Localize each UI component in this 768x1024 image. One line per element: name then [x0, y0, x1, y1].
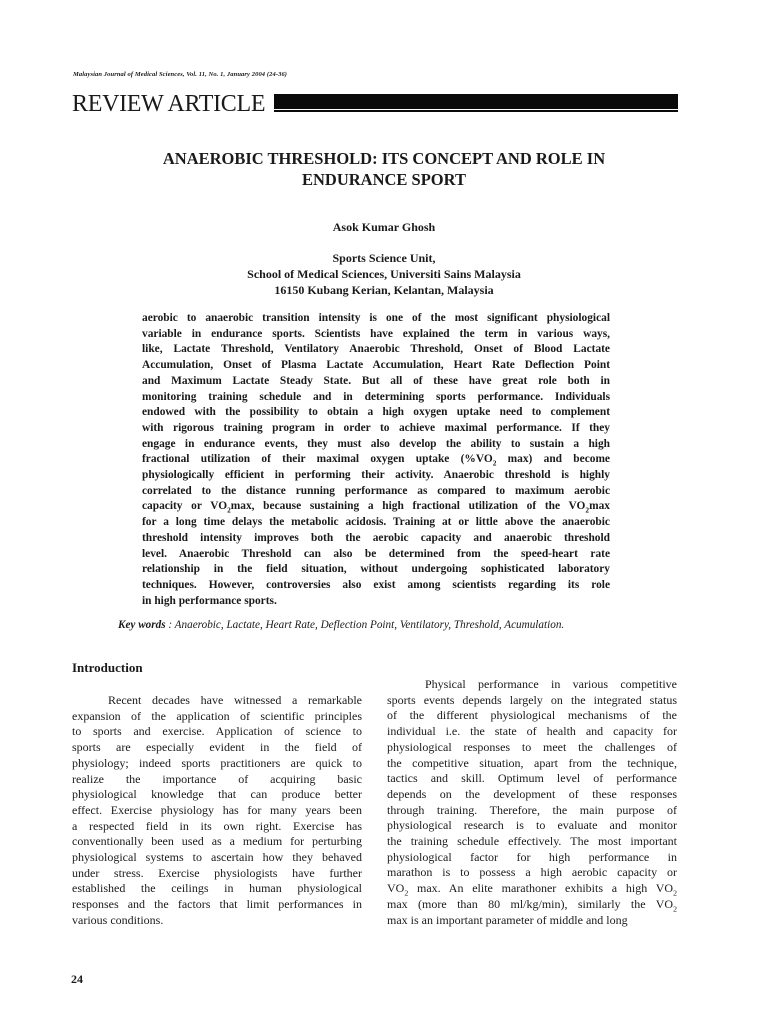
- abstract-text: max) and become: [496, 453, 610, 466]
- introduction-left-line: to sports and exercise. Application of science to: [72, 724, 362, 739]
- abstract-text: engage in endurance events, they must also develop the ability to sustain a high: [142, 437, 610, 450]
- introduction-left-line: physiological knowledge that can produce better: [72, 787, 362, 802]
- introduction-right-line: [387, 817, 677, 833]
- introduction-right-line: [387, 833, 677, 849]
- article-type-label: REVIEW ARTICLE: [72, 91, 266, 117]
- body-text: through training. Therefore, the main purpose of: [387, 802, 677, 817]
- abstract-line: [142, 484, 610, 500]
- abstract-line: [142, 499, 610, 515]
- body-text: depends on the development of these responses: [387, 786, 677, 801]
- abstract-text: physiologically efficient in performing their activity. Anaerobic threshold is highly: [142, 469, 610, 481]
- abstract-line: [142, 594, 610, 610]
- body-text: max (more than 80 ml/kg/min), similarly the VO: [387, 896, 674, 911]
- abstract-line: [142, 342, 610, 358]
- introduction-right-line: [387, 723, 677, 739]
- affiliation-address: 16150 Kubang Kerian, Kelantan, Malaysia: [274, 283, 494, 297]
- abstract-text: max: [589, 500, 610, 513]
- header-rule-thin: [274, 110, 678, 112]
- journal-citation: Malaysian Journal of Medical Sciences, Vol. 11, No. 1, January 2004 (24-36): [73, 71, 288, 78]
- introduction-left-line: responses and the factors that limit performances in: [72, 897, 362, 912]
- introduction-left-line: Recent decades have witnessed a remarkable: [108, 693, 362, 707]
- body-text: marathon is to possess a high aerobic capacity or: [387, 865, 677, 880]
- subscript: 2: [227, 505, 231, 515]
- abstract-text: capacity or VO: [142, 500, 228, 513]
- article-title-line-2: ENDURANCE SPORT: [302, 170, 466, 189]
- abstract-text: with rigorous training program in order to achieve maximal performance. If they: [142, 421, 610, 434]
- abstract-line: [142, 390, 610, 406]
- abstract-text: in high performance sports.: [142, 594, 277, 607]
- introduction-right-line: [387, 739, 677, 755]
- abstract-text: techniques. However, controversies also exist among scientists regarding its role: [142, 578, 610, 591]
- introduction-right-line: [387, 786, 677, 802]
- introduction-right-line: [387, 707, 677, 723]
- abstract-line: [142, 547, 610, 563]
- abstract-text: Accumulation, Onset of Plasma Lactate Accumulation, Heart Rate Deflection Point: [142, 359, 610, 372]
- body-text: individual i.e. the state of health and capacity for: [387, 724, 677, 739]
- body-text: physiological factor for high performance in: [387, 849, 677, 864]
- introduction-left-line: expansion of the application of scientific principles: [72, 708, 362, 723]
- abstract-text: for a long time delays the metabolic acidosis. Training at or little above the anaerobic: [142, 516, 610, 529]
- abstract-text: variable in endurance sports. Scientists have explained the term in various ways,: [142, 327, 610, 340]
- introduction-left-line: under stress. Exercise physiologists have further: [72, 865, 362, 880]
- body-text: sports events depends largely on the integrated status: [387, 692, 677, 707]
- introduction-heading: Introduction: [72, 660, 143, 675]
- abstract-line: [142, 405, 610, 421]
- abstract-text: endowed with the possibility to obtain a high oxygen uptake need to complement: [142, 406, 610, 419]
- subscript: 2: [404, 888, 409, 898]
- abstract-line: [142, 452, 610, 468]
- body-text: max is an important parameter of middle and long: [387, 912, 628, 927]
- abstract-text: monitoring training schedule and in determining sports performance. Individuals: [142, 390, 610, 403]
- introduction-right-line: [387, 880, 677, 896]
- body-text: Physical performance in various competitive: [425, 677, 677, 691]
- header-rule-thick: [274, 94, 678, 109]
- article-title-line-1: ANAEROBIC THRESHOLD: ITS CONCEPT AND ROLE IN: [162, 149, 606, 168]
- abstract-text: threshold intensity improves both the aerobic capacity and anaerobic threshold: [142, 531, 610, 544]
- introduction-right-line: [387, 802, 677, 818]
- abstract-line: [142, 358, 610, 374]
- introduction-left-line: physiology; indeed sports practitioners are quick to: [72, 755, 362, 770]
- abstract-text: max, because sustaining a high fractional utilization of the VO: [230, 500, 586, 513]
- affiliation-school: School of Medical Sciences, Universiti Sains Malaysia: [247, 267, 521, 281]
- introduction-right-line: [387, 912, 677, 928]
- introduction-right-line: [387, 770, 677, 786]
- abstract-line: [142, 327, 610, 343]
- body-text: of the different physiological mechanisms of the: [387, 708, 677, 723]
- introduction-left-line: established the ceilings in human physiological: [72, 881, 362, 896]
- body-text: VO: [387, 881, 405, 896]
- abstract-line: [142, 515, 610, 531]
- subscript: 2: [673, 904, 677, 914]
- introduction-right-line: [425, 676, 677, 692]
- introduction-right-line: [387, 692, 677, 708]
- keywords-text: Anaerobic, Lactate, Heart Rate, Deflection Point, Ventilatory, Threshold, Acumulation.: [174, 619, 565, 631]
- abstract-line: [142, 311, 610, 327]
- introduction-left-line: physiological systems to ascertain how they behaved: [72, 850, 362, 864]
- author-name: Asok Kumar Ghosh: [332, 220, 436, 234]
- abstract-line: [142, 468, 610, 484]
- abstract-text: relationship in the field situation, without undergoing sophisticated laboratory: [142, 563, 610, 576]
- subscript: 2: [673, 888, 677, 898]
- abstract-line: [142, 562, 610, 578]
- abstract-text: correlated to the distance running performance as compared to maximum aerobic: [142, 484, 610, 497]
- abstract-line: [142, 531, 610, 547]
- introduction-right-line: [387, 849, 677, 865]
- body-text: physiological responses to meet the challenges of: [387, 739, 677, 754]
- subscript: 2: [585, 505, 590, 515]
- abstract-text: like, Lactate Threshold, Ventilatory Anaerobic Threshold, Onset of Blood Lactate: [142, 343, 610, 356]
- page-number: 24: [71, 972, 83, 986]
- introduction-left-line: realize the importance of acquiring basic: [72, 771, 362, 786]
- abstract-line: [142, 578, 610, 594]
- keywords: [118, 619, 564, 631]
- introduction-right-line: [387, 864, 677, 880]
- affiliation-unit: Sports Science Unit,: [332, 251, 436, 265]
- abstract-text: and Maximum Lactate Steady State. But all of these have great role both in: [142, 374, 610, 387]
- introduction-left-line: various conditions.: [72, 912, 164, 927]
- introduction-left-line: a respected field in its own right. Exercise has: [72, 818, 362, 833]
- abstract-text: fractional utilization of their maximal oxygen uptake (%VO: [142, 453, 493, 466]
- body-text: max. An elite marathoner exhibits a high VO: [408, 881, 674, 896]
- body-text: physiological research is to evaluate and monitor: [387, 818, 677, 833]
- abstract-line: [142, 421, 610, 437]
- body-text: the competitive situation, apart from the technique,: [387, 755, 677, 770]
- introduction-right-line: [387, 755, 677, 771]
- body-text: the training schedule effectively. The most important: [387, 834, 677, 848]
- subscript: 2: [492, 458, 497, 468]
- keywords-separator: :: [165, 619, 175, 631]
- abstract-line: [142, 374, 610, 390]
- abstract-line: [142, 437, 610, 453]
- body-text: tactics and skill. Optimum level of performance: [387, 771, 677, 786]
- introduction-left-line: effect. Exercise physiology has for many years been: [72, 802, 362, 817]
- introduction-left-line: conventionally been used as a medium for perturbing: [72, 834, 362, 849]
- abstract-text: aerobic to anaerobic transition intensity is one of the most significant physiological: [142, 312, 610, 324]
- introduction-right-line: [387, 896, 677, 912]
- keywords-label: Key words: [118, 619, 166, 631]
- abstract-text: level. Anaerobic Threshold can also be determined from the speed-heart rate: [142, 547, 610, 560]
- introduction-left-line: sports are especially evident in the field of: [72, 740, 362, 755]
